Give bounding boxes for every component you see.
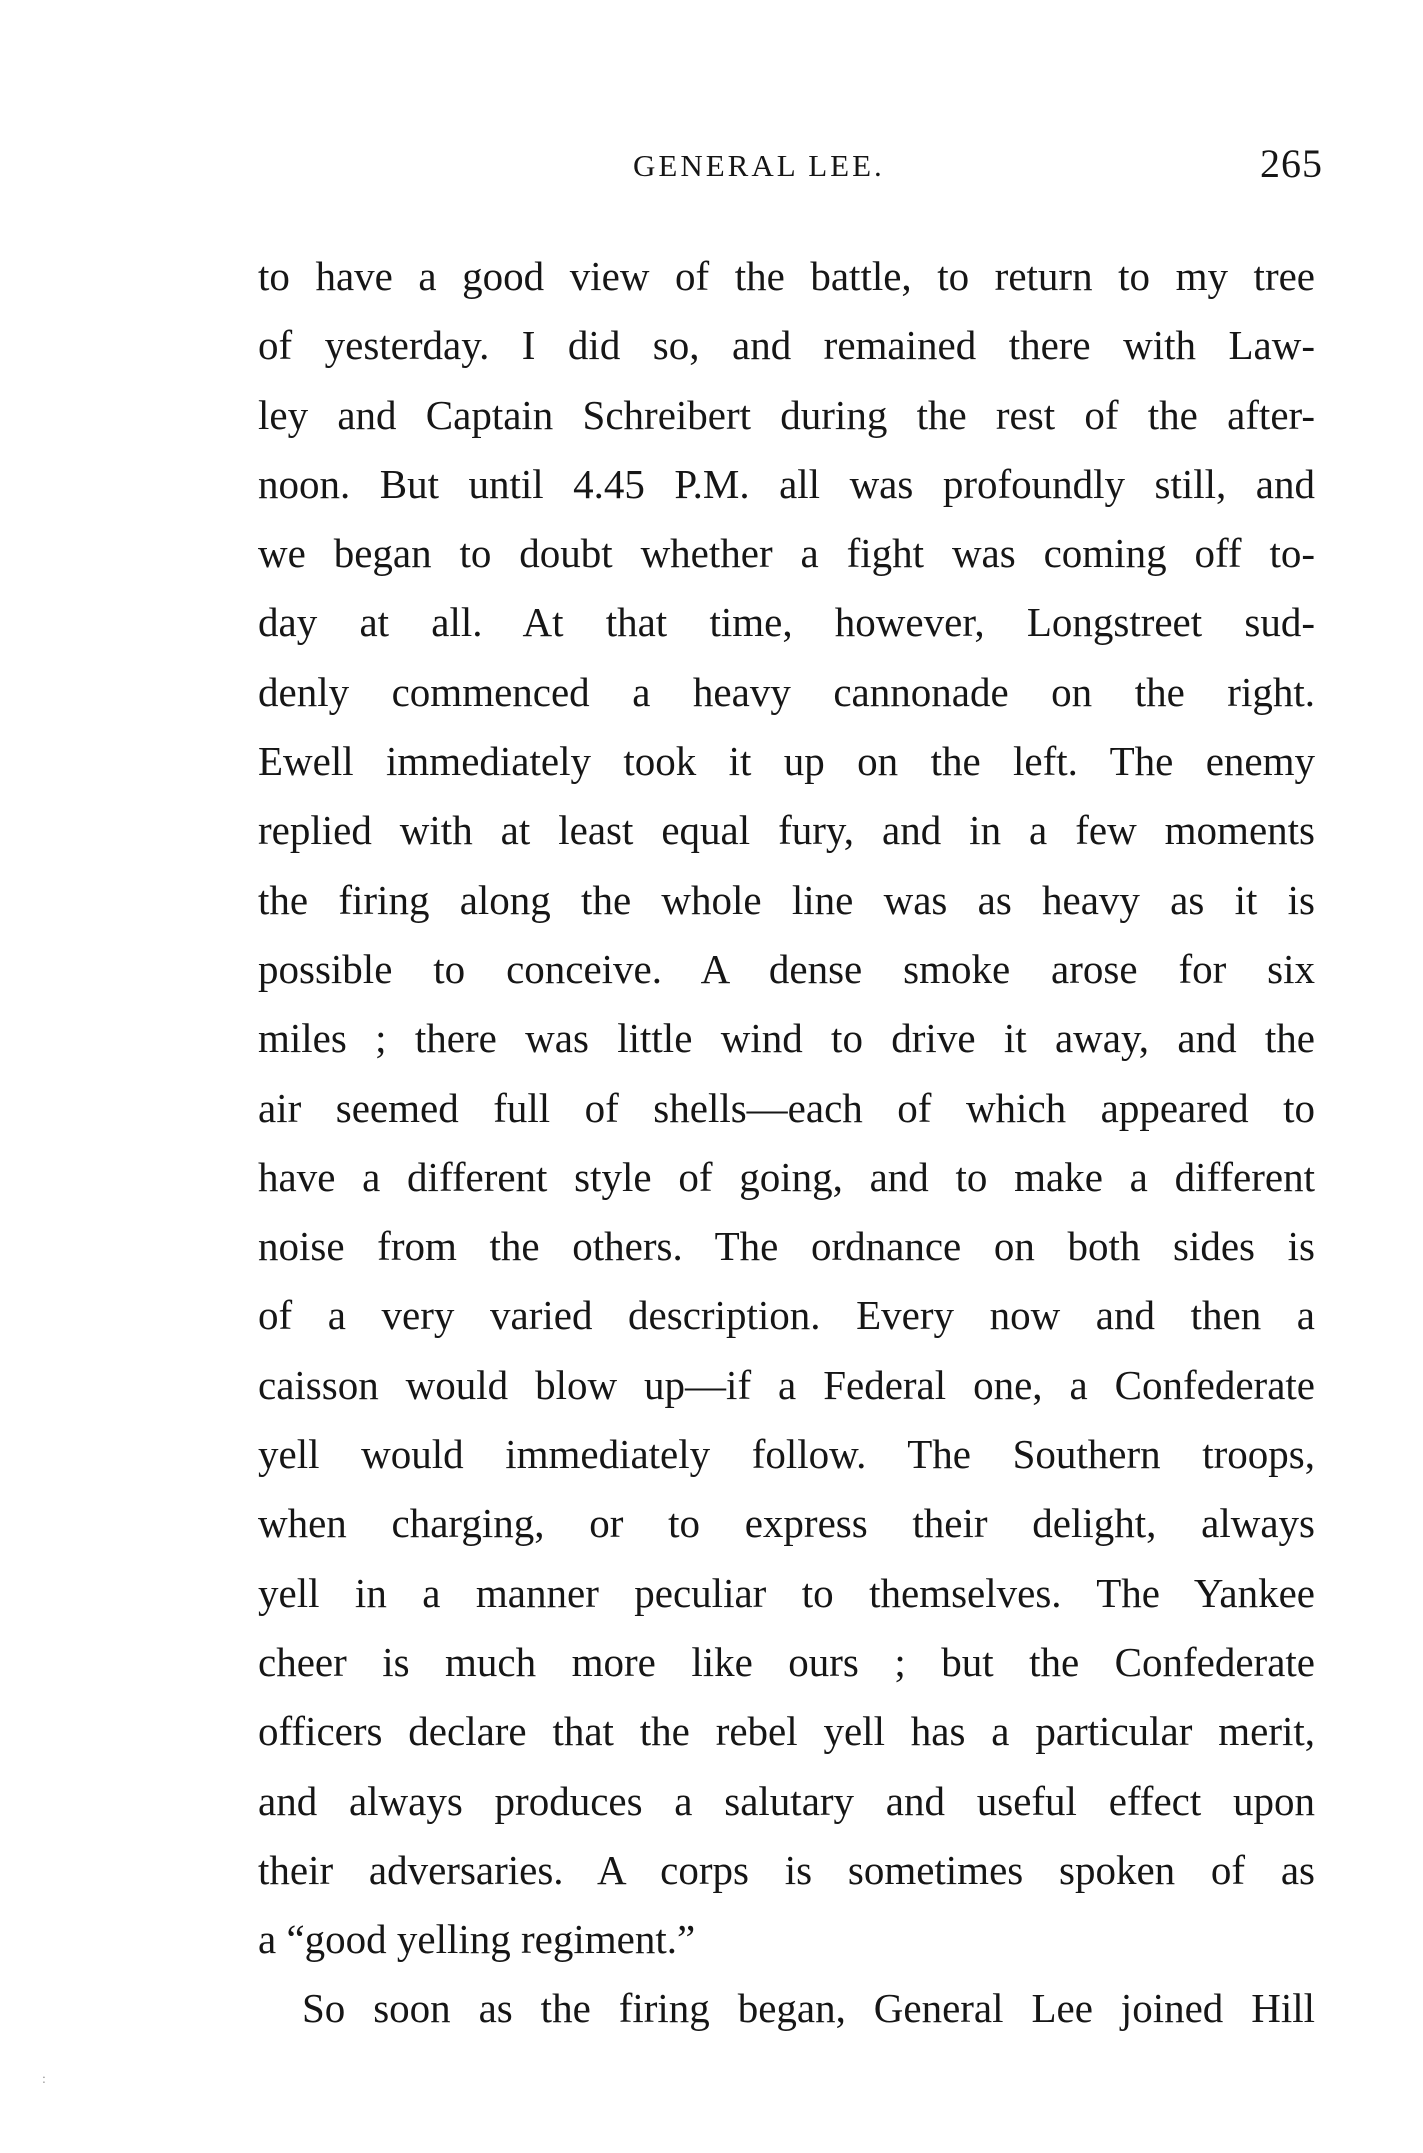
text-line-paragraph-start: So soon as the firing began, General Lee joined Hill — [302, 1985, 1315, 2032]
text-line: of yesterday. I did so, and remained there with Law- — [258, 322, 1315, 369]
text-line: of a very varied description. Every now and then a — [258, 1292, 1315, 1339]
text-line: officers declare that the rebel yell has a particular merit, — [258, 1708, 1315, 1755]
text-line: air seemed full of shells—each of which appeared to — [258, 1084, 1315, 1131]
running-header — [0, 140, 1423, 200]
text-line: cheer is much more like ours ; but the Confederate — [258, 1638, 1315, 1685]
text-line: miles ; there was little wind to drive it away, and the — [258, 1015, 1315, 1062]
body-text — [258, 242, 1315, 2044]
text-line: possible to conceive. A dense smoke arose for six — [258, 945, 1315, 992]
text-line: denly commenced a heavy cannonade on the right. — [258, 668, 1315, 715]
text-line: we began to doubt whether a fight was coming off to- — [258, 530, 1315, 577]
text-line: and always produces a salutary and useful effect upon — [258, 1777, 1315, 1824]
margin-mark: : — [42, 2072, 46, 2087]
running-title: GENERAL LEE. — [633, 148, 885, 183]
text-line: ley and Captain Schreibert during the rest of the after- — [258, 391, 1315, 438]
text-line: Ewell immediately took it up on the left. The enemy — [258, 738, 1315, 785]
text-line: have a different style of going, and to make a different — [258, 1153, 1315, 1200]
text-line-paragraph-end: a “good yelling regiment.” — [258, 1916, 696, 1963]
text-line: yell would immediately follow. The Southern troops, — [258, 1431, 1315, 1478]
text-line: the firing along the whole line was as heavy as it is — [258, 876, 1315, 923]
text-line: noise from the others. The ordnance on both sides is — [258, 1223, 1315, 1270]
text-line: their adversaries. A corps is sometimes spoken of as — [258, 1846, 1315, 1893]
text-line: day at all. At that time, however, Longstreet sud- — [258, 599, 1315, 646]
text-line: yell in a manner peculiar to themselves. The Yankee — [258, 1569, 1315, 1616]
text-line: when charging, or to express their delight, always — [258, 1500, 1315, 1547]
page-number: 265 — [1260, 141, 1323, 186]
text-line: caisson would blow up—if a Federal one, a Confederate — [258, 1361, 1315, 1408]
text-line: noon. But until 4.45 P.M. all was profoundly still, and — [258, 460, 1315, 507]
text-line: replied with at least equal fury, and in a few moments — [258, 807, 1315, 854]
text-line: to have a good view of the battle, to return to my tree — [258, 253, 1315, 299]
